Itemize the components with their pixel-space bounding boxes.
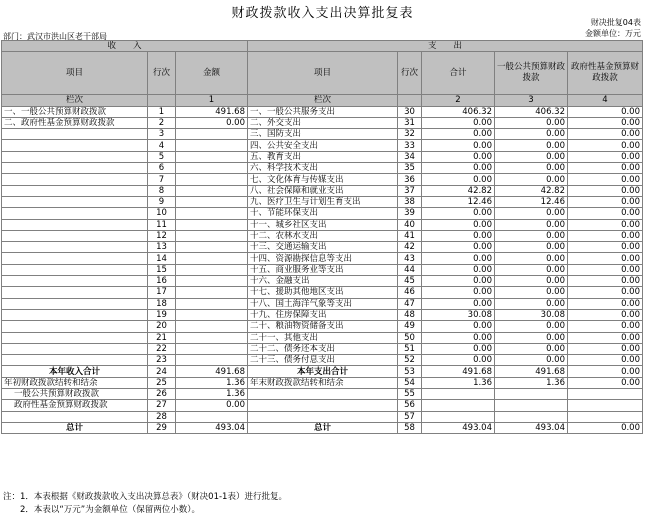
income-rowno-cell: 6 [148, 163, 176, 174]
expense-item-cell: 二十一、其他支出 [248, 332, 398, 343]
fund-budget-cell: 0.00 [568, 219, 643, 230]
expense-col-3: 3 [495, 95, 568, 106]
expense-item-cell: 三、国防支出 [248, 129, 398, 140]
table-row [2, 151, 643, 162]
total-cell [422, 400, 495, 411]
income-rowno-cell: 23 [148, 355, 176, 366]
income-amount-cell [176, 321, 248, 332]
expense-col-blank [398, 95, 422, 106]
income-item-cell: 年初财政拨款结转和结余 [2, 377, 148, 388]
general-budget-cell: 0.00 [495, 140, 568, 151]
table-row [2, 411, 643, 422]
table-row [2, 264, 643, 275]
total-cell [422, 389, 495, 400]
income-rowno-cell: 2 [148, 117, 176, 128]
income-item-cell [2, 287, 148, 298]
income-rowno-cell: 8 [148, 185, 176, 196]
total-cell: 0.00 [422, 174, 495, 185]
expense-item-cell: 总计 [248, 422, 398, 433]
fund-budget-cell: 0.00 [568, 309, 643, 320]
table-row [2, 140, 643, 151]
expense-rowno-cell: 45 [398, 276, 422, 287]
income-amount-cell [176, 343, 248, 354]
income-rowno-cell: 21 [148, 332, 176, 343]
table-row [2, 185, 643, 196]
expense-item-cell: 十七、援助其他地区支出 [248, 287, 398, 298]
total-cell: 0.00 [422, 276, 495, 287]
total-cell: 0.00 [422, 140, 495, 151]
income-rowno-cell: 7 [148, 174, 176, 185]
table-row [2, 174, 643, 185]
income-item-cell [2, 343, 148, 354]
total-cell: 0.00 [422, 117, 495, 128]
income-rowno-cell: 1 [148, 106, 176, 117]
expense-rowno-cell: 42 [398, 242, 422, 253]
total-cell: 0.00 [422, 219, 495, 230]
expense-rowno-cell: 48 [398, 309, 422, 320]
table-row [2, 389, 643, 400]
fund-budget-cell: 0.00 [568, 264, 643, 275]
income-item-cell [2, 321, 148, 332]
income-rowno-cell: 12 [148, 230, 176, 241]
general-budget-cell: 0.00 [495, 276, 568, 287]
fund-budget-cell [568, 389, 643, 400]
table-row [2, 106, 643, 117]
income-rowno-cell: 28 [148, 411, 176, 422]
table-row [2, 366, 643, 377]
income-amount-cell [176, 163, 248, 174]
expense-item-cell: 二、外交支出 [248, 117, 398, 128]
income-rowno-cell: 14 [148, 253, 176, 264]
income-item-cell [2, 298, 148, 309]
fund-budget-cell: 0.00 [568, 129, 643, 140]
expense-item-cell: 十六、金融支出 [248, 276, 398, 287]
expense-rowno-cell: 32 [398, 129, 422, 140]
total-cell: 0.00 [422, 230, 495, 241]
expense-col-2: 2 [422, 95, 495, 106]
income-amount-cell [176, 151, 248, 162]
fund-budget-cell: 0.00 [568, 287, 643, 298]
income-amount-cell [176, 411, 248, 422]
total-cell: 0.00 [422, 242, 495, 253]
department-label: 部门：武汉市洪山区老干部局 [3, 32, 107, 41]
fund-budget-cell: 0.00 [568, 106, 643, 117]
general-budget-cell: 491.68 [495, 366, 568, 377]
income-rowno-cell: 3 [148, 129, 176, 140]
total-cell: 0.00 [422, 343, 495, 354]
total-cell: 12.46 [422, 196, 495, 207]
income-rowno-cell: 20 [148, 321, 176, 332]
general-budget-cell: 0.00 [495, 332, 568, 343]
income-item-cell [2, 185, 148, 196]
income-item-cell: 一般公共预算财政拨款 [2, 389, 148, 400]
total-cell: 0.00 [422, 264, 495, 275]
expense-rowno-cell: 56 [398, 400, 422, 411]
general-budget-cell: 0.00 [495, 129, 568, 140]
expense-rowno-cell: 39 [398, 208, 422, 219]
general-budget-cell [495, 400, 568, 411]
total-cell: 42.82 [422, 185, 495, 196]
general-budget-cell: 0.00 [495, 117, 568, 128]
expense-rowno-cell: 40 [398, 219, 422, 230]
expense-col-label: 栏次 [248, 95, 398, 106]
income-item-cell [2, 151, 148, 162]
fund-budget-cell: 0.00 [568, 230, 643, 241]
total-cell: 0.00 [422, 151, 495, 162]
expense-rowno-cell: 33 [398, 140, 422, 151]
income-item-cell: 二、政府性基金预算财政拨款 [2, 117, 148, 128]
fund-budget-cell: 0.00 [568, 140, 643, 151]
table-row [2, 377, 643, 388]
table-body [2, 106, 643, 434]
table-row [2, 422, 643, 433]
expense-item-cell: 十九、住房保障支出 [248, 309, 398, 320]
income-amount-cell [176, 208, 248, 219]
expense-rowno-cell: 43 [398, 253, 422, 264]
fund-budget-cell: 0.00 [568, 174, 643, 185]
income-item-cell [2, 242, 148, 253]
expense-rowno-cell: 30 [398, 106, 422, 117]
expense-section-header: 支 出 [248, 41, 643, 52]
expense-item-cell: 八、社会保障和就业支出 [248, 185, 398, 196]
expense-item-cell: 十三、交通运输支出 [248, 242, 398, 253]
total-cell: 0.00 [422, 332, 495, 343]
table-row [2, 276, 643, 287]
expense-item-cell: 九、医疗卫生与计划生育支出 [248, 196, 398, 207]
fund-budget-cell: 0.00 [568, 298, 643, 309]
general-budget-cell: 0.00 [495, 230, 568, 241]
expense-item-cell: 一、一般公共服务支出 [248, 106, 398, 117]
table-row [2, 129, 643, 140]
fund-budget-cell [568, 411, 643, 422]
income-item-cell [2, 219, 148, 230]
table-row [2, 321, 643, 332]
income-col-label: 栏次 [2, 95, 148, 106]
income-item-cell [2, 140, 148, 151]
total-cell: 1.36 [422, 377, 495, 388]
total-cell: 406.32 [422, 106, 495, 117]
unit-label: 金额单位：万元 [585, 29, 641, 38]
general-budget-cell: 0.00 [495, 355, 568, 366]
general-budget-cell: 0.00 [495, 208, 568, 219]
general-budget-header: 一般公共预算财政拨款 [495, 52, 568, 95]
table-row [2, 230, 643, 241]
income-rowno-cell: 27 [148, 400, 176, 411]
table-row [2, 298, 643, 309]
table-row [2, 253, 643, 264]
income-amount-cell [176, 355, 248, 366]
expense-item-cell: 六、科学技术支出 [248, 163, 398, 174]
column-header-row [2, 52, 643, 95]
expense-rowno-cell: 44 [398, 264, 422, 275]
income-rowno-cell: 29 [148, 422, 176, 433]
total-cell: 0.00 [422, 355, 495, 366]
expense-rowno-cell: 57 [398, 411, 422, 422]
income-amount-cell [176, 264, 248, 275]
fund-budget-cell: 0.00 [568, 422, 643, 433]
fund-budget-cell: 0.00 [568, 185, 643, 196]
note-2: 2．本表以“万元”为金额单位（保留两位小数）。 [3, 505, 200, 515]
income-item-cell [2, 129, 148, 140]
table-row [2, 219, 643, 230]
expense-rowno-cell: 54 [398, 377, 422, 388]
table-row [2, 242, 643, 253]
general-budget-cell: 1.36 [495, 377, 568, 388]
total-cell: 491.68 [422, 366, 495, 377]
table-row [2, 163, 643, 174]
income-item-cell [2, 196, 148, 207]
expense-rowno-header: 行次 [398, 52, 422, 95]
total-cell: 493.04 [422, 422, 495, 433]
income-amount-cell [176, 129, 248, 140]
total-header: 合计 [422, 52, 495, 95]
expense-item-cell: 二十二、债务还本支出 [248, 343, 398, 354]
expense-rowno-cell: 47 [398, 298, 422, 309]
fund-budget-cell: 0.00 [568, 117, 643, 128]
expense-item-cell: 十八、国土海洋气象等支出 [248, 298, 398, 309]
fund-budget-cell: 0.00 [568, 242, 643, 253]
expense-rowno-cell: 49 [398, 321, 422, 332]
income-item-cell [2, 230, 148, 241]
general-budget-cell: 0.00 [495, 264, 568, 275]
fund-budget-header: 政府性基金预算财政拨款 [568, 52, 643, 95]
fund-budget-cell: 0.00 [568, 321, 643, 332]
expense-rowno-cell: 53 [398, 366, 422, 377]
income-rowno-cell: 26 [148, 389, 176, 400]
general-budget-cell: 493.04 [495, 422, 568, 433]
income-item-cell [2, 163, 148, 174]
table-row [2, 208, 643, 219]
income-rowno-cell: 4 [148, 140, 176, 151]
income-amount-cell [176, 230, 248, 241]
fund-budget-cell: 0.00 [568, 355, 643, 366]
expense-item-cell: 十、节能环保支出 [248, 208, 398, 219]
fund-budget-cell: 0.00 [568, 163, 643, 174]
expense-rowno-cell: 55 [398, 389, 422, 400]
fund-budget-cell: 0.00 [568, 332, 643, 343]
expense-rowno-cell: 51 [398, 343, 422, 354]
income-col-blank [148, 95, 176, 106]
general-budget-cell: 0.00 [495, 242, 568, 253]
income-item-cell [2, 208, 148, 219]
income-rowno-cell: 5 [148, 151, 176, 162]
page-title: 财政拨款收入支出决算批复表 [231, 6, 414, 21]
fund-budget-cell: 0.00 [568, 196, 643, 207]
income-item-cell [2, 264, 148, 275]
table-row [2, 355, 643, 366]
total-cell: 0.00 [422, 321, 495, 332]
general-budget-cell [495, 389, 568, 400]
table-row [2, 287, 643, 298]
table-row [2, 400, 643, 411]
income-amount-cell: 0.00 [176, 400, 248, 411]
total-cell: 0.00 [422, 253, 495, 264]
general-budget-cell: 30.08 [495, 309, 568, 320]
total-cell: 0.00 [422, 298, 495, 309]
income-amount-cell [176, 242, 248, 253]
income-rowno-cell: 10 [148, 208, 176, 219]
fund-budget-cell: 0.00 [568, 253, 643, 264]
income-amount-cell: 493.04 [176, 422, 248, 433]
expense-rowno-cell: 35 [398, 163, 422, 174]
general-budget-cell: 0.00 [495, 287, 568, 298]
income-section-header: 收 入 [2, 41, 248, 52]
expense-rowno-cell: 31 [398, 117, 422, 128]
income-amount-cell [176, 253, 248, 264]
income-amount-cell: 491.68 [176, 366, 248, 377]
column-index-row [2, 95, 643, 106]
expense-item-header: 项目 [248, 52, 398, 95]
expense-item-cell: 十五、商业服务业等支出 [248, 264, 398, 275]
total-cell: 0.00 [422, 163, 495, 174]
fund-budget-cell: 0.00 [568, 366, 643, 377]
income-item-cell: 总计 [2, 422, 148, 433]
income-rowno-cell: 11 [148, 219, 176, 230]
income-amount-cell [176, 174, 248, 185]
fund-budget-cell: 0.00 [568, 151, 643, 162]
fund-budget-cell: 0.00 [568, 276, 643, 287]
total-cell: 0.00 [422, 287, 495, 298]
fund-budget-cell [568, 400, 643, 411]
expense-item-cell [248, 411, 398, 422]
income-amount-cell [176, 196, 248, 207]
income-rowno-header: 行次 [148, 52, 176, 95]
expense-rowno-cell: 34 [398, 151, 422, 162]
general-budget-cell: 0.00 [495, 174, 568, 185]
income-item-cell: 政府性基金预算财政拨款 [2, 400, 148, 411]
expense-item-cell: 十四、资源勘探信息等支出 [248, 253, 398, 264]
income-rowno-cell: 17 [148, 287, 176, 298]
expense-item-cell: 四、公共安全支出 [248, 140, 398, 151]
general-budget-cell: 12.46 [495, 196, 568, 207]
income-item-cell [2, 253, 148, 264]
general-budget-cell: 42.82 [495, 185, 568, 196]
income-amount-cell [176, 309, 248, 320]
income-amount-cell [176, 219, 248, 230]
expense-rowno-cell: 46 [398, 287, 422, 298]
expense-item-cell: 五、教育支出 [248, 151, 398, 162]
income-rowno-cell: 13 [148, 242, 176, 253]
expense-rowno-cell: 38 [398, 196, 422, 207]
expense-rowno-cell: 50 [398, 332, 422, 343]
general-budget-cell: 0.00 [495, 151, 568, 162]
fund-budget-cell: 0.00 [568, 208, 643, 219]
income-amount-cell [176, 140, 248, 151]
income-amount-cell: 1.36 [176, 389, 248, 400]
expense-item-cell: 十二、农林水支出 [248, 230, 398, 241]
income-amount-cell [176, 276, 248, 287]
income-item-cell: 本年收入合计 [2, 366, 148, 377]
income-rowno-cell: 22 [148, 343, 176, 354]
section-header-row [2, 41, 643, 52]
total-cell [422, 411, 495, 422]
total-cell: 0.00 [422, 208, 495, 219]
income-rowno-cell: 18 [148, 298, 176, 309]
income-amount-cell: 491.68 [176, 106, 248, 117]
income-item-cell [2, 309, 148, 320]
total-cell: 0.00 [422, 129, 495, 140]
total-cell: 30.08 [422, 309, 495, 320]
general-budget-cell: 0.00 [495, 163, 568, 174]
income-amount-cell [176, 332, 248, 343]
income-amount-header: 金额 [176, 52, 248, 95]
income-item-cell [2, 411, 148, 422]
income-amount-cell [176, 287, 248, 298]
general-budget-cell: 0.00 [495, 321, 568, 332]
general-budget-cell: 0.00 [495, 298, 568, 309]
table-row [2, 117, 643, 128]
expense-item-cell: 七、文化体育与传媒支出 [248, 174, 398, 185]
expense-item-cell: 十一、城乡社区支出 [248, 219, 398, 230]
general-budget-cell: 0.00 [495, 219, 568, 230]
table-row [2, 332, 643, 343]
table-row [2, 196, 643, 207]
form-code: 财决批复04表 [590, 18, 641, 27]
income-amount-cell [176, 185, 248, 196]
income-amount-cell [176, 298, 248, 309]
income-item-cell [2, 276, 148, 287]
general-budget-cell: 0.00 [495, 343, 568, 354]
expense-rowno-cell: 52 [398, 355, 422, 366]
expense-item-cell: 二十三、债务付息支出 [248, 355, 398, 366]
expense-item-cell: 本年支出合计 [248, 366, 398, 377]
income-item-cell: 一、一般公共预算财政拨款 [2, 106, 148, 117]
income-rowno-cell: 16 [148, 276, 176, 287]
general-budget-cell: 406.32 [495, 106, 568, 117]
expense-item-cell [248, 400, 398, 411]
fund-budget-cell: 0.00 [568, 377, 643, 388]
income-item-header: 项目 [2, 52, 148, 95]
general-budget-cell: 0.00 [495, 253, 568, 264]
expense-rowno-cell: 41 [398, 230, 422, 241]
income-item-cell [2, 174, 148, 185]
report-table [1, 40, 643, 434]
general-budget-cell [495, 411, 568, 422]
income-rowno-cell: 15 [148, 264, 176, 275]
income-amount-cell: 1.36 [176, 377, 248, 388]
note-1: 注：1．本表根据《财政拨款收入支出决算总表》（财决01-1表）进行批复。 [3, 492, 287, 502]
notes [3, 491, 287, 517]
income-col-1: 1 [176, 95, 248, 106]
income-rowno-cell: 25 [148, 377, 176, 388]
expense-item-cell: 年末财政拨款结转和结余 [248, 377, 398, 388]
expense-col-4: 4 [568, 95, 643, 106]
income-item-cell [2, 355, 148, 366]
expense-rowno-cell: 36 [398, 174, 422, 185]
income-rowno-cell: 24 [148, 366, 176, 377]
income-item-cell [2, 332, 148, 343]
income-rowno-cell: 19 [148, 309, 176, 320]
income-amount-cell: 0.00 [176, 117, 248, 128]
expense-item-cell [248, 389, 398, 400]
expense-item-cell: 二十、粮油物资储备支出 [248, 321, 398, 332]
table-row [2, 343, 643, 354]
expense-rowno-cell: 37 [398, 185, 422, 196]
fund-budget-cell: 0.00 [568, 343, 643, 354]
table-row [2, 309, 643, 320]
expense-rowno-cell: 58 [398, 422, 422, 433]
income-rowno-cell: 9 [148, 196, 176, 207]
